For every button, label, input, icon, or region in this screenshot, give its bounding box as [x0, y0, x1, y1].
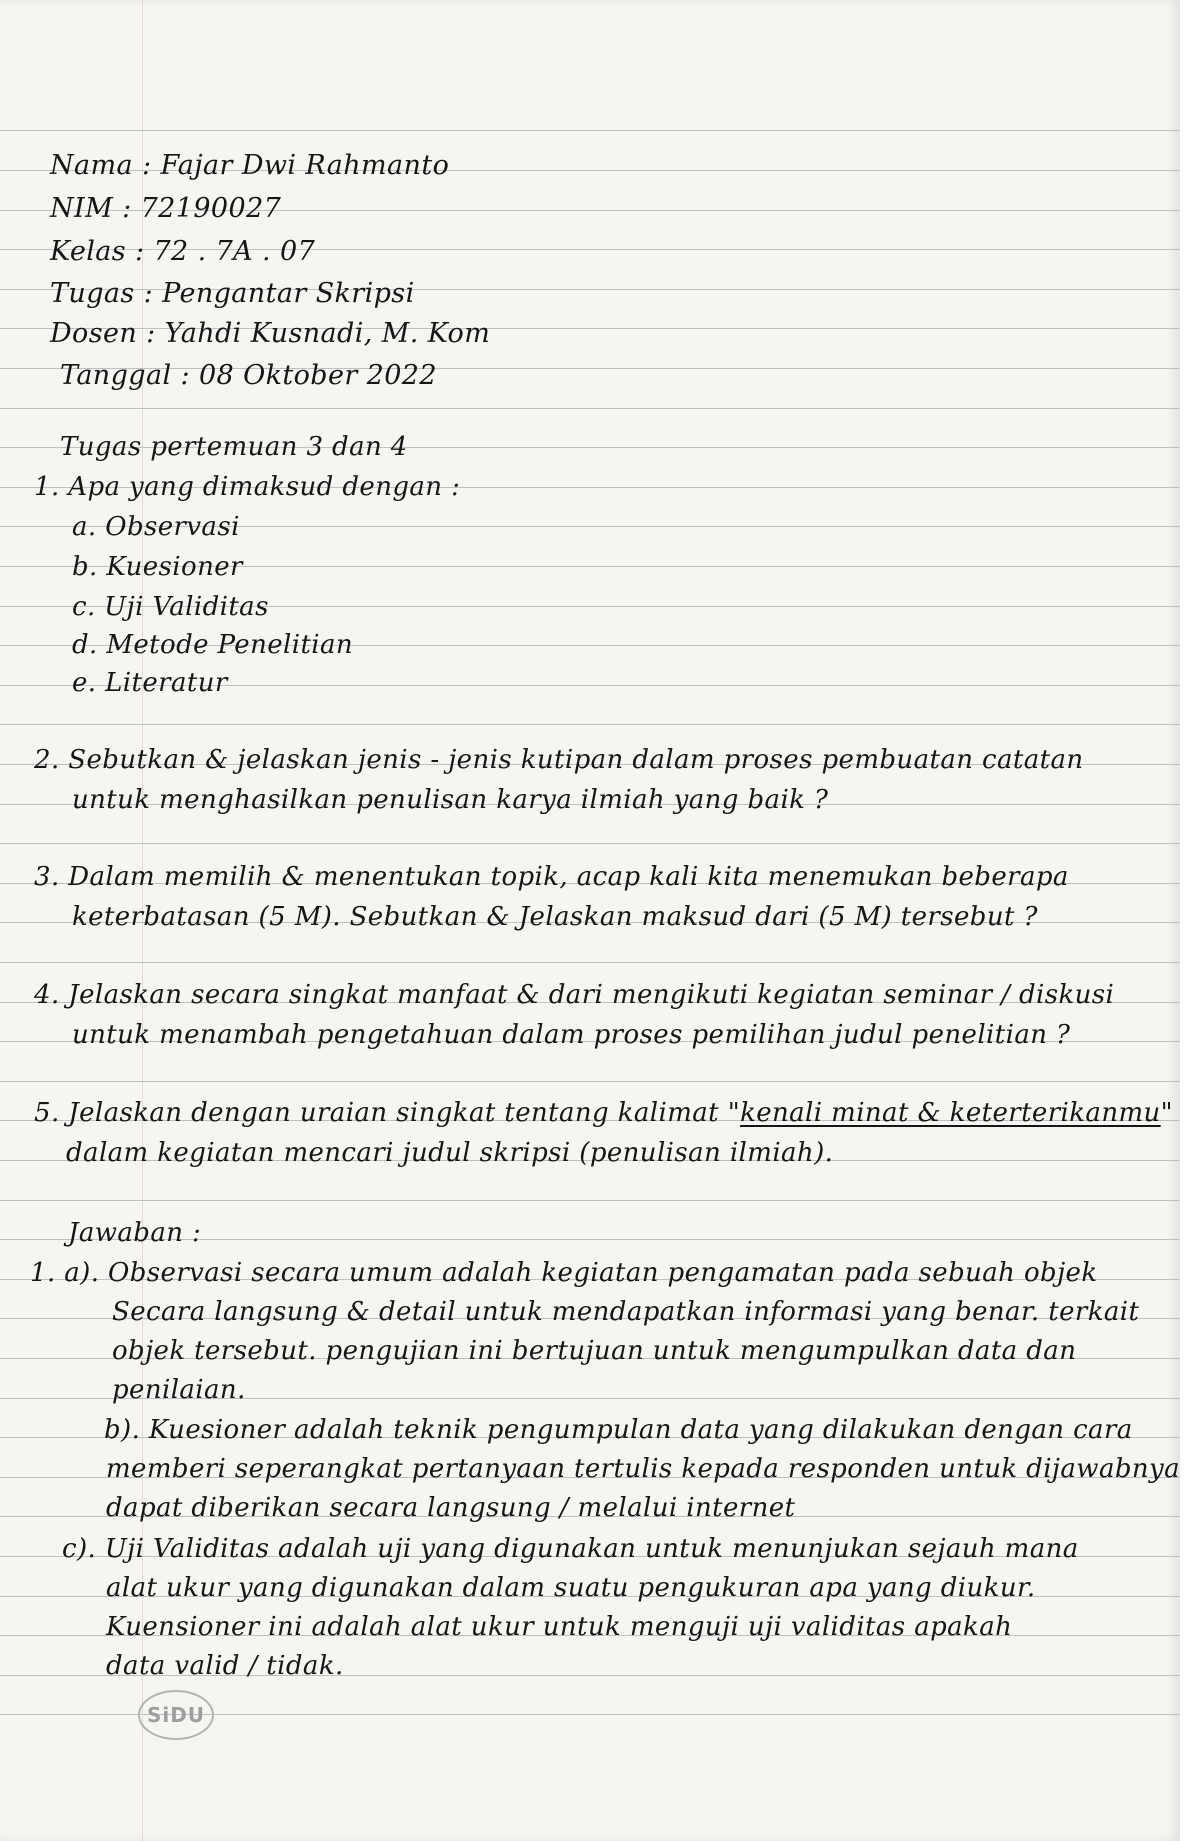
question-4-line-2: untuk menambah pengetahuan dalam proses pemilihan judul penelitian ?	[72, 1020, 1071, 1050]
question-1-item: e. Literatur	[72, 668, 228, 698]
answer-b-line: memberi seperangkat pertanyaan tertulis kepada responden untuk dijawabnya	[106, 1454, 1180, 1484]
answer-c-line: Kuensioner ini adalah alat ukur untuk menguji uji validitas apakah	[106, 1612, 1013, 1642]
answer-a-line: penilaian.	[112, 1375, 246, 1405]
question-1-item: d. Metode Penelitian	[72, 630, 354, 660]
answer-b-line: dapat diberikan secara langsung / melalui internet	[106, 1493, 796, 1523]
ruled-line	[0, 130, 1180, 131]
header-tugas: Tugas : Pengantar Skripsi	[50, 278, 415, 309]
header-tanggal: Tanggal : 08 Oktober 2022	[60, 360, 437, 391]
assignment-title: Tugas pertemuan 3 dan 4	[60, 432, 408, 462]
answer-c-line: data valid / tidak.	[106, 1651, 344, 1681]
question-5-line-1	[34, 1098, 1173, 1128]
ruled-line	[0, 408, 1180, 409]
answer-c-line: alat ukur yang digunakan dalam suatu pengukuran apa yang diukur.	[106, 1573, 1036, 1603]
answers-title: Jawaban :	[68, 1218, 202, 1248]
ruled-line	[0, 1081, 1180, 1082]
question-3-line-1: 3. Dalam memilih & menentukan topik, acap kali kita menemukan beberapa	[34, 862, 1069, 892]
ruled-line	[0, 843, 1180, 844]
question-1: 1. Apa yang dimaksud dengan :	[34, 472, 461, 502]
question-1-item: c. Uji Validitas	[72, 592, 269, 622]
ruled-line	[0, 962, 1180, 963]
question-5-quote: kenali minat & keterterikanmu	[740, 1098, 1161, 1128]
question-5-quote-end: "	[1160, 1098, 1174, 1128]
question-1-item: a. Observasi	[72, 512, 240, 542]
question-5-line-2: dalam kegiatan mencari judul skripsi (penulisan ilmiah).	[66, 1138, 834, 1168]
answer-a-line: 1. a). Observasi secara umum adalah kegiatan pengamatan pada sebuah objek	[30, 1258, 1098, 1288]
answer-c-line: c). Uji Validitas adalah uji yang digunakan untuk menunjukan sejauh mana	[62, 1534, 1079, 1564]
ruled-line	[0, 724, 1180, 725]
header-kelas: Kelas : 72 . 7A . 07	[50, 236, 316, 267]
question-2-line-1: 2. Sebutkan & jelaskan jenis - jenis kutipan dalam proses pembuatan catatan	[34, 745, 1084, 775]
answer-b-line: b). Kuesioner adalah teknik pengumpulan data yang dilakukan dengan cara	[104, 1415, 1133, 1445]
sidu-logo-stamp: SiDU	[138, 1690, 214, 1740]
header-nim: NIM : 72190027	[50, 193, 282, 224]
question-4-line-1: 4. Jelaskan secara singkat manfaat & dari mengikuti kegiatan seminar / diskusi	[34, 980, 1115, 1010]
answer-a-line: objek tersebut. pengujian ini bertujuan untuk mengumpulkan data dan	[112, 1336, 1077, 1366]
question-1-item: b. Kuesioner	[72, 552, 243, 582]
header-nama: Nama : Fajar Dwi Rahmanto	[50, 150, 450, 181]
header-dosen: Dosen : Yahdi Kusnadi, M. Kom	[50, 318, 491, 349]
question-3-line-2: keterbatasan (5 M). Sebutkan & Jelaskan maksud dari (5 M) tersebut ?	[72, 902, 1038, 932]
ruled-line	[0, 1200, 1180, 1201]
question-5-text: 5. Jelaskan dengan uraian singkat tentang kalimat "	[34, 1098, 741, 1128]
answer-a-line: Secara langsung & detail untuk mendapatkan informasi yang benar. terkait	[112, 1297, 1140, 1327]
question-2-line-2: untuk menghasilkan penulisan karya ilmiah yang baik ?	[72, 785, 829, 815]
